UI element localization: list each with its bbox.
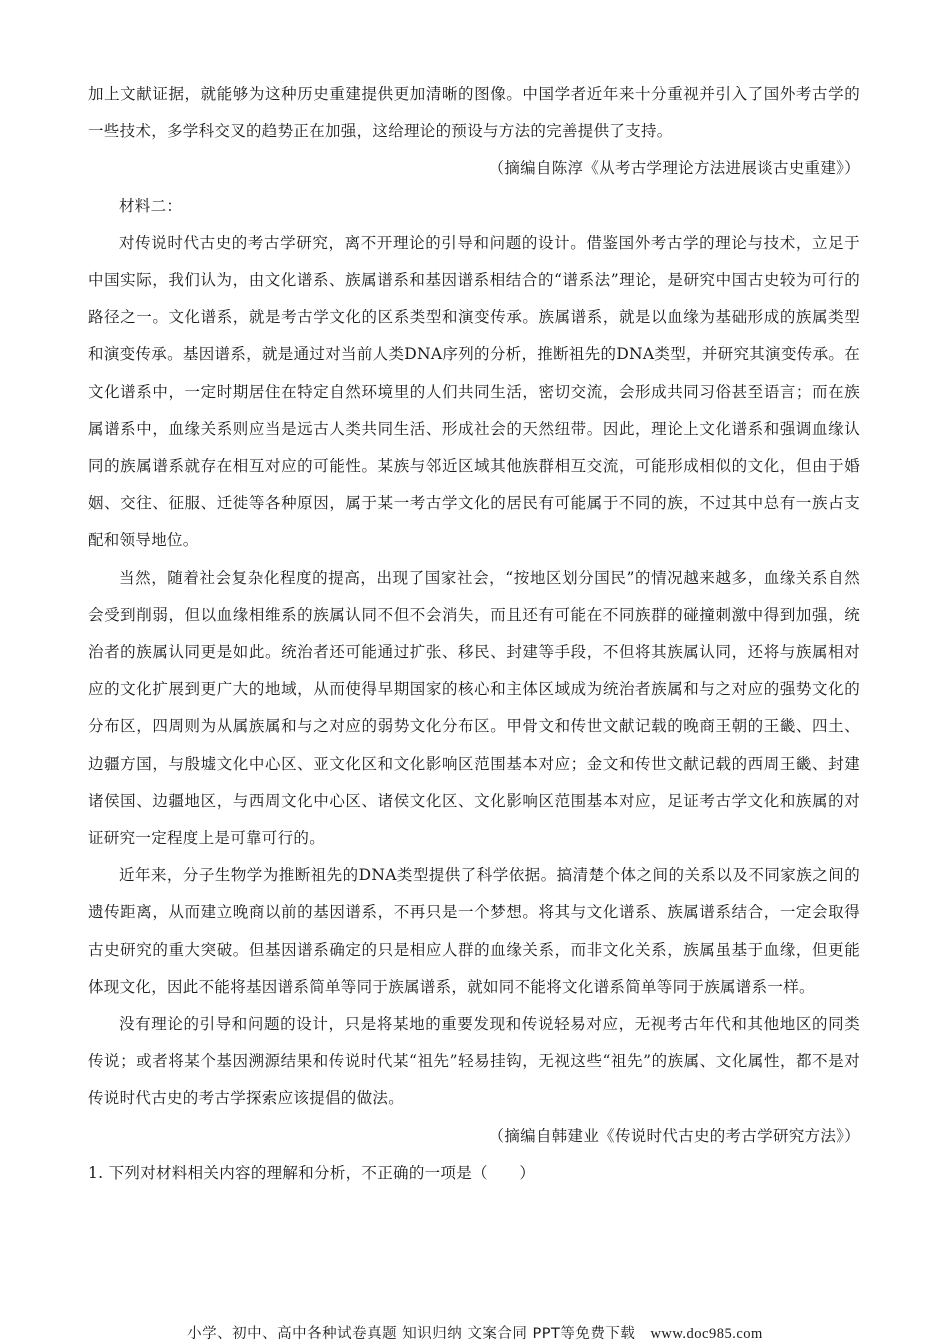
footer xyxy=(0,1322,950,1343)
paragraph-continuation: 加上文献证据，就能够为这种历史重建提供更加清晰的图像。中国学者近年来十分重视并引入了国外考古学的一些技术，多学科交叉的趋势正在加强，这给理论的预设与方法的完善提供了支持。 xyxy=(88,85,860,141)
question-1: 1. 下列对材料相关内容的理解和分析，不正确的一项是（ ） xyxy=(88,1163,536,1182)
footer-url[interactable]: www.doc985.com xyxy=(650,1326,763,1342)
paragraph-4: 没有理论的引导和问题的设计，只是将某地的重要发现和传说轻易对应，无视考古年代和其他地区的同类传说；或者将某个基因溯源结果和传说时代某“祖先”轻易挂钩，无视这些“祖先”的族属、文化属性，都不是对传说时代古史的考古学探索应该提倡的做法。 xyxy=(88,1015,860,1108)
article-body xyxy=(88,76,860,1192)
material-2-heading: 材料二： xyxy=(119,196,183,215)
source-citation-1: （摘编自陈淳《从考古学理论方法进展谈古史重建》） xyxy=(488,159,860,178)
paragraph-2: 当然，随着社会复杂化程度的提高，出现了国家社会，“按地区划分国民”的情况越来越多，血缘关系自然会受到削弱，但以血缘相维系的族属认同不但不会消失，而且还有可能在不同族群的碰撞刺激中得到加强，统治者的族属认同更是如此。统治者还可能通过扩张、移民、封建等手段，不但将其族属认同，还将与族属相对应的文化扩展到更广大的地域，从而使得早期国家的核心和主体区域成为统治者族属和与之对应的强势文化的分布区，四周则为从属族属和与之对应的弱势文化分布区。甲骨文和传世文献记载的晚商王朝的王畿、四土、边疆方国，与殷墟文化中心区、亚文化区和文化影响区范围基本对应；金文和传世文献记载的西周王畿、封建诸侯国、边疆地区，与西周文化中心区、诸侯文化区、文化影响区范围基本对应，足证考古学文化和族属的对证研究一定程度上是可靠可行的。 xyxy=(88,568,860,848)
paragraph-1: 对传说时代古史的考古学研究，离不开理论的引导和问题的设计。借鉴国外考古学的理论与技术，立足于中国实际，我们认为，由文化谱系、族属谱系和基因谱系相结合的“谱系法”理论，是研究中国古史较为可行的路径之一。文化谱系，就是考古学文化的区系类型和演变传承。族属谱系，就是以血缘为基础形成的族属类型和演变传承。基因谱系，就是通过对当前人类DNA序列的分析，推断祖先的DNA类型，并研究其演变传承。在文化谱系中，一定时期居住在特定自然环境里的人们共同生活，密切交流，会形成共同习俗甚至语言；而在族属谱系中，血缘关系则应当是远古人类共同生活、形成社会的天然纽带。因此，理论上文化谱系和强调血缘认同的族属谱系就存在相互对应的可能性。某族与邻近区域其他族群相互交流，可能形成相似的文化，但由于婚姻、交往、征服、迁徙等各种原因，属于某一考古学文化的居民有可能属于不同的族，不过其中总有一族占支配和领导地位。 xyxy=(88,233,860,550)
footer-text: 小学、初中、高中各种试卷真题 知识归纳 文案合同 PPT等免费下载 xyxy=(187,1326,636,1342)
source-citation-2: （摘编自韩建业《传说时代古史的考古学研究方法》） xyxy=(488,1126,860,1145)
paragraph-3: 近年来，分子生物学为推断祖先的DNA类型提供了科学依据。搞清楚个体之间的关系以及不同家族之间的遗传距离，从而建立晚商以前的基因谱系，不再只是一个梦想。将其与文化谱系、族属谱系结合，一定会取得古史研究的重大突破。但基因谱系确定的只是相应人群的血缘关系，而非文化关系，族属虽基于血缘，但更能体现文化，因此不能将基因谱系简单等同于族属谱系，就如同不能将文化谱系简单等同于族属谱系一样。 xyxy=(88,866,860,996)
